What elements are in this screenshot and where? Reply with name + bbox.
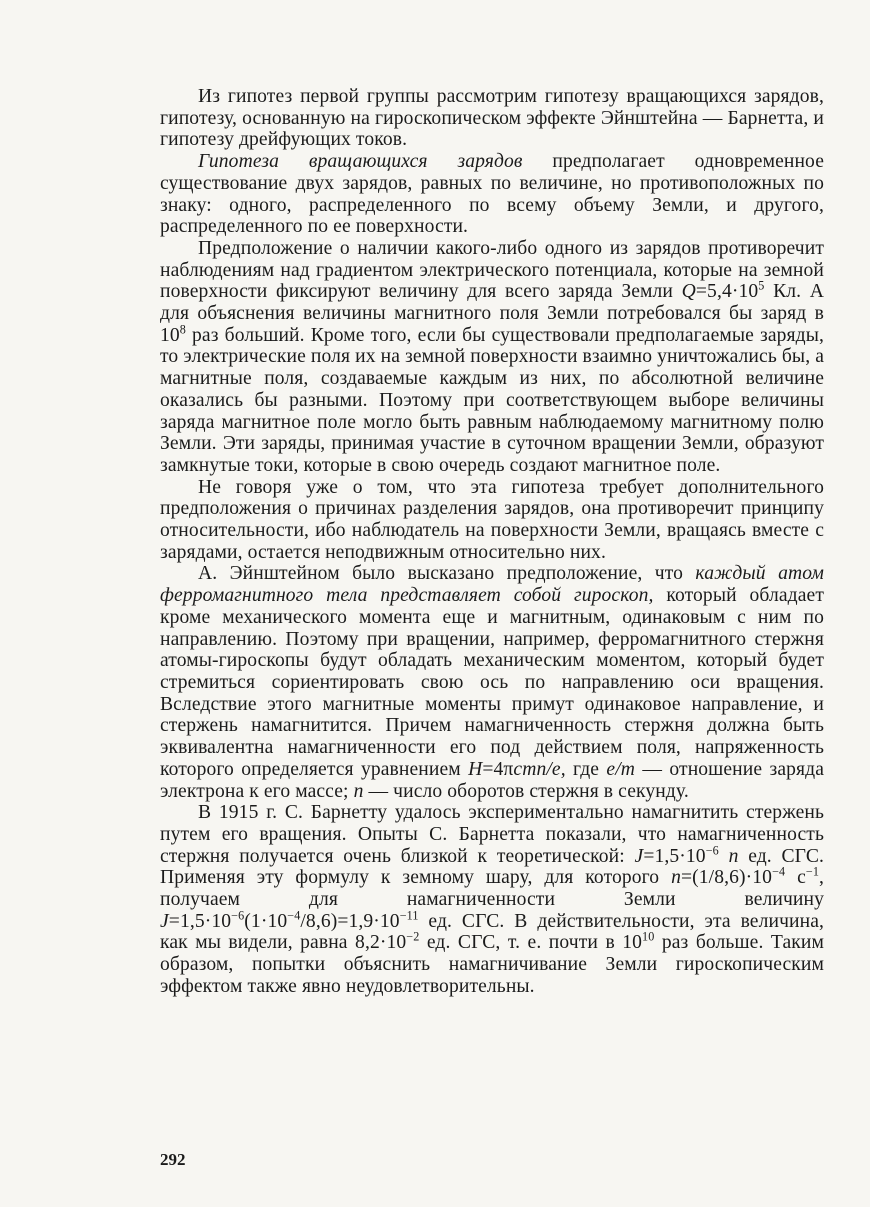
superscript: −6 <box>231 908 245 923</box>
italic-text: каждый атом ферромагнитного тела представляет собой гироскоп, <box>160 563 824 607</box>
superscript: −4 <box>287 908 301 923</box>
text-run: А. Эйнштейном было высказано предположение, что <box>198 563 696 585</box>
superscript: 10 <box>642 929 655 944</box>
text-run: =5,4·10 <box>695 281 759 303</box>
italic-text: n <box>728 845 739 867</box>
text-run: ед. СГС, т. е. почти в 10 <box>419 932 643 954</box>
paragraph <box>160 151 824 238</box>
text-run: раз больший. Кроме того, если бы существовали предполагаемые заряды, то электрические поля их на земной поверхности взаимно уничтожались бы, а магнитные поля, создаваемые каждым из них, по абсолютной величине оказались бы разными. Поэтому при соответствующем выборе величины заряда магнитное поле могло быть равным наблюдаемому магнитному полю Земли. Эти заряды, принимая участие в суточном вращении Земли, образуют замкнутые токи, которые в свою очередь создают магнитное поле. <box>160 324 824 476</box>
text-run <box>719 846 729 867</box>
text-run: — отношение заряда электрона к его массе; <box>160 758 824 802</box>
text-run: =(1/8,6)·10 <box>681 867 773 889</box>
text-run: с <box>785 867 806 889</box>
text-run: Из гипотез первой группы рассмотрим гипотезу вращающихся зарядов, гипотезу, основанную на гироскопическом эффекте Эйнштейна — Барнетта, и гипотезу дрейфующих токов. <box>160 86 824 151</box>
italic-text: e/m <box>606 758 636 780</box>
italic-text: Гипотеза вращающихся зарядов <box>198 151 523 173</box>
superscript: −6 <box>705 843 719 858</box>
body-text <box>160 86 824 998</box>
italic-text: cmn/e, <box>513 758 566 780</box>
paragraph <box>160 563 824 802</box>
text-run: (1·10 <box>244 910 288 932</box>
italic-text: H <box>468 758 483 780</box>
text-run: =1,5·10 <box>643 845 706 867</box>
text-run: /8,6)=1,9·10 <box>300 910 400 932</box>
superscript: −4 <box>772 864 786 879</box>
italic-text: Q <box>681 281 696 303</box>
italic-text: J <box>160 910 169 932</box>
text-run: =4π <box>482 758 514 780</box>
italic-text: n <box>671 867 681 889</box>
superscript: 8 <box>179 322 186 337</box>
page-number: 292 <box>160 1150 186 1169</box>
superscript: −2 <box>406 929 420 944</box>
text-run: , получаем для намагниченности Земли величину <box>160 867 824 911</box>
text-run: раз больше. Таким образом, попытки объяснить намагничивание Земли гироскопическим эффектом также явно неудовлетворительны. <box>160 932 824 997</box>
text-run: предполагает одновременное существование двух зарядов, равных по величине, но противоположных по знаку: одного, распределенного по всему объему Земли, и другого, распределенного по ее поверхности. <box>160 151 824 238</box>
text-run: — число оборотов стержня в секунду. <box>363 780 689 802</box>
italic-text: J <box>634 845 644 867</box>
text-run: Предположение о наличии какого-либо одного из зарядов противоречит наблюдениям над градиентом электрического потенциала, которые на земной поверхности фиксируют величину для всего заряда Земли <box>160 237 824 303</box>
paragraph <box>160 238 824 477</box>
superscript: −1 <box>805 864 819 879</box>
superscript: −11 <box>399 908 419 923</box>
paragraph <box>160 477 824 564</box>
paragraph <box>160 86 824 151</box>
text-run: =1,5·10 <box>168 910 232 932</box>
paragraph <box>160 802 824 997</box>
superscript: 5 <box>758 278 765 293</box>
text-run: Кл. А для объяснения величины магнитного поля Земли потребовался бы заряд в 10 <box>160 281 824 346</box>
text-run: В 1915 г. С. Барнетту удалось экспериментально намагнитить стержень путем его вращения. Опыты С. Барнетта показали, что намагниченность стержня получается очень близкой к теоретической: <box>160 802 824 867</box>
text-run: который обладает кроме механического момента еще и магнитным, одинаковым с ним по направлению. Поэтому при вращении, например, ферромагнитного стержня атомы-гироскопы будут обладать механическим моментом, который будет стремиться сориентировать свою ось по направлению оси вращения. Вследствие этого магнитные моменты примут одинаковое направление, и стержень намагнитится. Причем намагниченность стержня должна быть эквивалентна намагниченности его под действием поля, напряженность которого определяется уравнением <box>160 585 824 780</box>
text-run: ед. СГС. Применяя эту формулу к земному шару, для которого <box>160 845 825 889</box>
text-run: где <box>565 758 607 780</box>
italic-text: n <box>353 780 364 802</box>
text-run: Не говоря уже о том, что эта гипотеза требует дополнительного предположения о причинах разделения зарядов, она противоречит принципу относительности, ибо наблюдатель на поверхности Земли, вращаясь вместе с зарядами, остается неподвижным относительно них. <box>160 476 824 563</box>
text-run: ед. СГС. В действительности, эта величина, как мы видели, равна 8,2·10 <box>160 910 824 954</box>
